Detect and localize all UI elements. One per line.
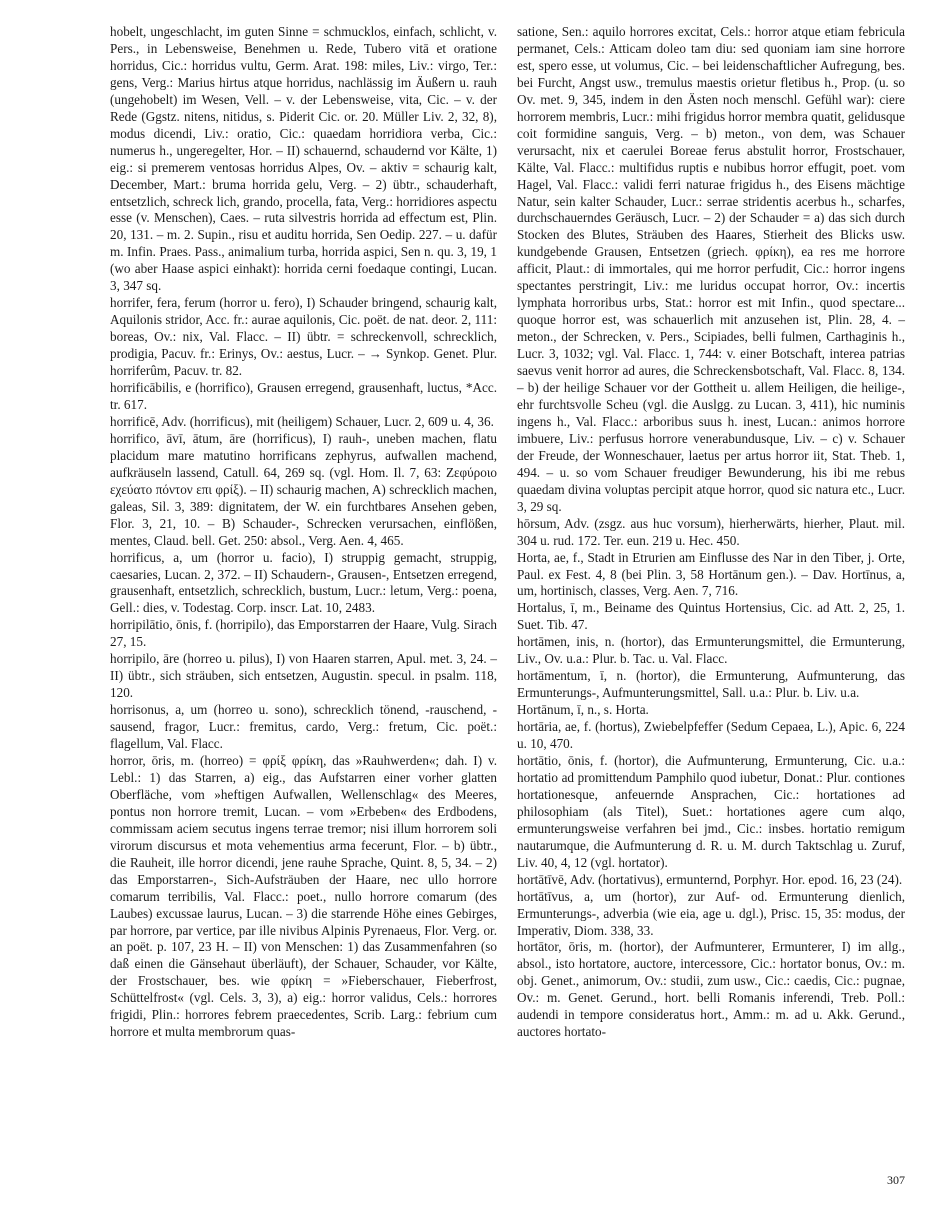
entry-horrifice: horrificē, Adv. (horrificus), mit (heiligem) Schauer, Lucr. 2, 609 u. 4, 36. — [110, 413, 494, 429]
entry-horrisonus: horrisonus, a, um (horreo u. sono), schrecklich tönend, -rauschend, -sausend, fragor, Lucr.: fremitus, cardo, Verg.: fretum, Cic. poët.: flagellum, Val. Flacc. — [110, 702, 497, 752]
entry-horrifer: horrifer, fera, ferum (horror u. fero), I) Schauder bringend, schaurig kalt, Aquilonis stridor, Acc. fr.: aurae aquilonis, Cic. poët. de nat. deor. 2, 111: boreas, Ov.: nix, Val. Flacc. – II) übtr. = schreckenvoll, schrecklich, prodigia, Pacuv. fr.: Erinys, Ov.: aestus, Lucr. – → Synkop. Genet. Plur. horriferûm, Pacuv. tr. 82. — [110, 295, 497, 379]
entry-horror-continuation: satione, Sen.: aquilo horrores excitat, Cels.: horror atque etiam febricula permanet, Cels.: Atticam doleo tam diu: sed quoniam iam sine horrore est, spero esse, ut volumus, Cic. – bei leidenschaftlicher Aufregung, bes. bei Furcht, Angst usw., tremulus maestis orietur fletibus h., Prop. (u. so Ov. met. 9, 345, indem in den Ästen noch menschl. Gefühl war): ciere horrorem membris, Lucr.: mihi frigidus horror membra quatit, gelidusque coit formidine sanguis, Verg. – b) meton., von dem, was Schauer verursacht, nix et caerulei Boreae ferus abstulit horror, Frostschauer, Kälte, Val. Flacc.: multifidus ruptis e nubibus horror effugit, poet. vom Hagel, Val. Flacc.: validi ferri naturae frigidus h., des Eisens mächtige Natur, sein kalter Schauder, Lucr.: serrae stridentis acerbus h., scharfes, durchschauerndes Geräusch, Lucr. – 2) der Schauder = a) das sich durch Stocken des Blutes, Sträuben des Haares, Stierheit des Blicks usw. kundgebende Grausen, Entsetzen (griech. φρίκη), ea res me horrore afficit, Plaut.: di immortales, qui me horror perfudit, Cic.: horror ingens spectantes perstringit, Liv.: me luridus occupat horror, Ov.: incertis lymphata horroribus urbs, Stat.: horror est mit Infin., quod spectare... quoque horror est, was schauerlich mit anzusehen ist, Plin. 28, 4. – meton., der Schrecken, v. Pers., Scipiades, belli fulmen, Carthaginis h., Lucr. 3, 1032; vgl. Val. Flacc. 1, 744: v. einer Botschaft, interea patrias saevus venit horror ad aures, die Schreckensbotschaft, Val. Flacc. 8, 134. – b) der heilige Schauer vor der Gottheit u. allem Heiligen, die heilige-, ehr furchtsvolle Scheu (vgl. die Auslgg. zu Lucan. 3, 411), hic numinis ingens h., Val. Flacc.: arboribus suus h. inest, Lucan.: animos horrore imbuere, Liv.: perfusus horrore venerabundusque, Liv. – c) v. Schauer der Freude, der Wonneschauer, laetus per artus horror iit, Stat. Theb. 1, 494. – u. so vom Schauer freudiger Bewunderung, his ibi me rebus quaedam divina voluptas percipit atque horror, quod sic natura etc., Lucr. 3, 29 sq. — [517, 24, 905, 514]
entry-horta: Horta, ae, f., Stadt in Etrurien am Einflusse des Nar in den Tiber, j. Orte, Paul. ex Fest. 4, 8 (bei Plin. 3, 58 Hortānum gen.). – Dav. Hortīnus, a, um, hortinisch, classes, Verg. Aen. 7, 716. — [517, 549, 905, 599]
entry-hortalus: Hortalus, ī, m., Beiname des Quintus Hortensius, Cic. ad Att. 2, 25, 1. Suet. Tib. 47. — [517, 600, 905, 633]
entry-hortativus: hortātīvus, a, um (hortor), zur Auf- od. Ermunterung dienlich, Ermunterungs-, adverbia (wie eia, age u. dgl.), Prisc. 15, 35: modus, der Imperativ, Diom. 338, 33. — [517, 888, 905, 938]
entry-hortaria: hortāria, ae, f. (hortus), Zwiebelpfeffer (Sedum Cepaea, L.), Apic. 6, 224 u. 10, 470. — [517, 719, 905, 752]
entry-horrificus: horrificus, a, um (horror u. facio), I) struppig gemacht, struppig, caesaries, Lucan. 2, 372. – II) Schaudern-, Grausen-, Entsetzen erregend, grausenhaft, entsetzlich, schrecklich, bustum, Lucr.: letum, Verg.: poena, Gell.: dies, v. Todestag. Corp. inscr. Lat. 10, 2483. — [110, 549, 497, 616]
entry-horrifico: horrifico, āvī, ātum, āre (horrificus), I) rauh-, uneben machen, flatu placidum mare matutino horrificans zephyrus, aufwallen machend, aufkräuseln lassend, Catull. 64, 269 sq. (vgl. Hom. Il. 7, 63: Ζεφύροιο εχεύατο πόντον επι φρίξ). – II) schaurig machen, A) schrecklich machen, galeas, Sil. 3, 389: dignitatem, der W. ein furchtbares Ansehen geben, Flor. 3, 21, 10. – B) Schauder-, Schrecken verursachen, einflößen, mentes, Claud. bell. Get. 250: absol., Verg. Aen. 4, 465. — [110, 430, 497, 548]
entry-horrificabilis: horrificābilis, e (horrifico), Grausen erregend, grausenhaft, luctus, *Acc. tr. 617. — [110, 380, 497, 412]
page-number: 307 — [887, 1173, 905, 1187]
entry-hortamen: hortāmen, inis, n. (hortor), das Ermunterungsmittel, die Ermunterung, Liv., Ov. u.a.: Plur. b. Tac. u. Val. Flacc. — [517, 634, 905, 667]
entry-hortative: hortātīvē, Adv. (hortativus), ermunternd, Porphyr. Hor. epod. 16, 23 (24). — [517, 871, 903, 887]
entry-horsum: hōrsum, Adv. (zsgz. aus huc vorsum), hierherwärts, hierher, Plaut. mil. 304 u. rud. 172. Ter. eun. 219 u. Hec. 450. — [517, 515, 905, 548]
entry-horror: horror, ōris, m. (horreo) = φρίξ φρίκη, das »Rauhwerden«; dah. I) v. Lebl.: 1) das Starren, a) eig., das Aufstarren einer vorher glatten Oberfläche, vom »heftigen Aufwallen, Wellenschlag« des Meeres, pontus non horrore tremit, Lucan. – vom »Erbeben« des Erdbodens, commissam aciem secutus ingens terrae tremor; nisi illum horrorem soli virorum discursus et mota vehementius arma fecerunt, Flor. – b) übtr., die Rauheit, ille horror dicendi, jene rauhe Sprache, Quint. 8, 5, 34. – 2) das Emporstarren-, Sich-Aufsträuben der Haare, nec ullo horrore comarum terribilis, Val. Flacc.: poet., nullo horrore comarum (des Laubes) excussae laurus, Lucan. – 3) die starrende Höhe eines Gebirges, par horrore, par vertice, par ille nivibus Alpinis Pyrenaeus, Flor. Verg. or. an poët. p. 107, 23 H. – II) von Menschen: 1) das Zusammenfahren (so daß einen die Gänsehaut überläuft), der Schauer, Schauder, vor Kälte, der Frostschauer, bes. wie φρίκη = »Fieberschauer, Fieberfrost, Schüttelfrost« (vgl. Cels. 3, 3), a) eig.: horror validus, Cels.: horrores frigidi, Plin.: horrores febrem praecedentes, Scrib. Larg.: febrium cum horrore et multa membrorum quas- — [110, 752, 497, 1040]
entry-hortamentum: hortāmentum, ī, n. (hortor), die Ermunterung, Aufmunterung, das Ermunterungs-, Aufmunterungsmittel, Sall. u.a.: Plur. b. Liv. u.a. — [517, 668, 905, 701]
left-column — [110, 24, 497, 1041]
right-column — [517, 24, 905, 1041]
entry-hobelt-continuation: hobelt, ungeschlacht, im guten Sinne = schmucklos, einfach, schlicht, v. Pers., in Lebensweise, Benehmen u. Rede, Tubero vitā et oratione horridus, Cic.: horridus vultu, Germ. Arat. 198: miles, Liv.: virgo, Ter.: gens, Verg.: Marius hirtus atque horridus, nachlässig im Äußern u. rauh (ungehobelt) im Wesen, Vell. – v. der Lebensweise, vita, Cic. – v. der Rede (Ggstz. nitens, nitidus, s. Piderit Cic. or. 20. Müller Liv. 2, 32, 8), modus dicendi, Liv.: oratio, Cic.: quaedam horridiora verba, Cic.: numerus h., ungeregelter, Hor. – II) schauernd, schaudernd vor Kälte, 1) eig.: si premerem ventosas horridus Alpes, Ov. – aktiv = schaurig kalt, December, Mart.: bruma horrida gelu, Verg. – 2) übtr., schauderhaft, entsetzlich, schreck lich, grando, procella, fata, Verg.: horridiores aspectu esse (v. Menschen), Caes. – ruta silvestris horrida ad effectum est, Plin. 20, 131. – m. 2. Supin., risu et auditu horrida, Sen Oedip. 227. – u. dafür m. Infin. Praes. Pass., animalium turba, horrida aspici, Sen n. qu. 3, 19, 1 (wo aber Haase aspici einhakt): horrida cerni foedaque contingi, Lucan. 3, 347 sq. — [110, 24, 497, 294]
entry-hortator: hortātor, ōris, m. (hortor), der Aufmunterer, Ermunterer, I) im allg., absol., isto hortatore, auctore, intercessore, Cic.: hortator bonus, Ov.: m. obj. Genet., animorum, Ov.: studii, zum usw., Cic.: caedis, Cic.: pugnae, Ov.: m. Genet. Gerund., hort. belli Romanis inferendi, Treb. Poll.: audendi in tempore consideratus hort., Amm.: m. ad u. Akk. Gerund., auctores hortato- — [517, 939, 905, 1040]
entry-hortatio: hortātio, ōnis, f. (hortor), die Aufmunterung, Ermunterung, Cic. u.a.: hortatio ad promittendum Pamphilo quod iubetur, Donat.: Plur. contiones hortationesque, anfeuernde Ansprachen, Cic.: hortationes ad philosophiam (als Titel), Suet.: hortationes agere cum alqo, ermunterungsweise verfahren bei jmd., Cic.: insbes. hortatio remigum nautarumque, die Aufmunterung d. R. u. M. durch Taktschlag u. Zuruf, Liv. 40, 4, 12 (vgl. hortator). — [517, 752, 905, 870]
entry-horripilatio: horripilātio, ōnis, f. (horripilo), das Emporstarren der Haare, Vulg. Sirach 27, 15. — [110, 617, 497, 650]
entry-horripilo: horripilo, āre (horreo u. pilus), I) von Haaren starren, Apul. met. 3, 24. – II) übtr., sich sträuben, sich entsetzen, Augustin. specul. in psalm. 118, 120. — [110, 651, 497, 701]
entry-hortanum: Hortānum, ī, n., s. Horta. — [517, 702, 649, 718]
